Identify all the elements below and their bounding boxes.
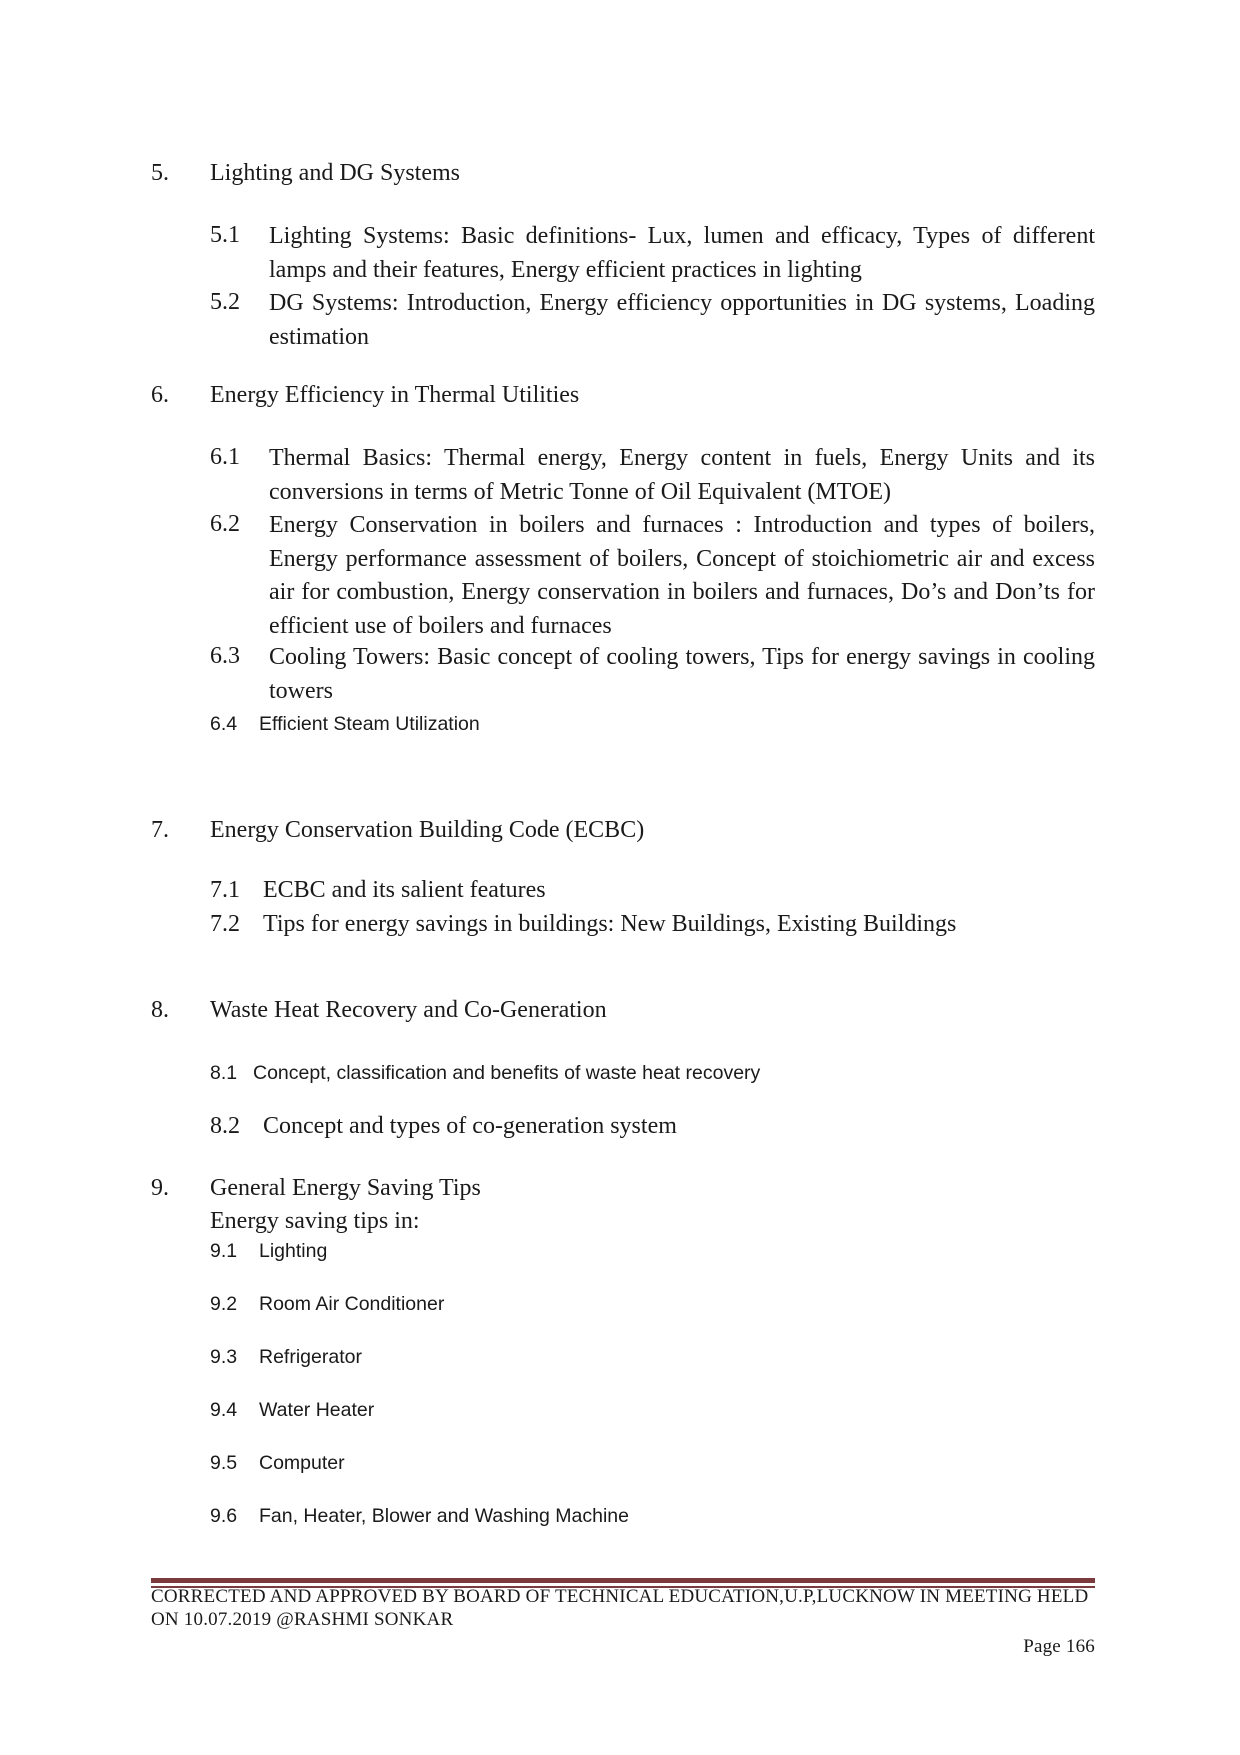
- section-title: Energy Efficiency in Thermal Utilities: [210, 382, 580, 408]
- item-number: 9.2: [210, 1293, 238, 1315]
- item-text: Thermal Basics: Thermal energy, Energy content in fuels, Energy Units and its conversions in terms of Metric Tonne of Oil Equivalent (MTOE): [269, 445, 1095, 505]
- section-title: Lighting and DG Systems: [210, 160, 460, 186]
- item-text: Room Air Conditioner: [259, 1293, 445, 1315]
- item-number: 9.3: [210, 1346, 238, 1368]
- section-title: Energy Conservation Building Code (ECBC): [210, 817, 645, 843]
- item-text: Computer: [259, 1452, 345, 1474]
- item-text: Lighting: [259, 1240, 328, 1262]
- item-number: 7.2: [210, 911, 240, 937]
- item-number: 6.4: [210, 713, 238, 735]
- item-text: Lighting Systems: Basic definitions- Lux, lumen and efficacy, Types of different lamps and their features, Energy efficient practices in lighting: [269, 223, 1095, 283]
- item-text: ECBC and its salient features: [263, 877, 546, 903]
- section-number: 6.: [151, 382, 169, 408]
- item-number: 8.2: [210, 1113, 240, 1139]
- item-number: 8.1: [210, 1062, 238, 1084]
- item-text: Cooling Towers: Basic concept of cooling towers, Tips for energy savings in cooling towers: [269, 644, 1095, 704]
- item-number: 9.1: [210, 1240, 238, 1262]
- item-text: Refrigerator: [259, 1346, 362, 1368]
- item-number: 5.1: [210, 222, 240, 248]
- item-number: 9.6: [210, 1505, 238, 1527]
- section-title: General Energy Saving Tips: [210, 1175, 481, 1201]
- item-text: Concept and types of co-generation system: [263, 1113, 677, 1139]
- section-number: 9.: [151, 1175, 169, 1201]
- item-number: 9.4: [210, 1399, 238, 1421]
- section-number: 8.: [151, 997, 169, 1023]
- item-number: 9.5: [210, 1452, 238, 1474]
- item-number: 7.1: [210, 877, 240, 903]
- item-number: 6.3: [210, 643, 240, 669]
- item-text: Fan, Heater, Blower and Washing Machine: [259, 1505, 629, 1527]
- footer-approval-line-1: CORRECTED AND APPROVED BY BOARD OF TECHNICAL EDUCATION,U.P,LUCKNOW IN MEETING HELD: [151, 1586, 1089, 1607]
- item-number: 6.2: [210, 511, 240, 537]
- page-number: Page 166: [1023, 1636, 1095, 1657]
- item-number: 5.2: [210, 289, 240, 315]
- item-text: DG Systems: Introduction, Energy efficiency opportunities in DG systems, Loading estimation: [269, 290, 1095, 350]
- footer-approval-line-2: ON 10.07.2019 @RASHMI SONKAR: [151, 1609, 454, 1630]
- item-text: Efficient Steam Utilization: [259, 713, 480, 735]
- item-number: 6.1: [210, 444, 240, 470]
- item-text: Energy Conservation in boilers and furnaces : Introduction and types of boilers, Energy performance assessment of boilers, Concept of stoichiometric air and excess air for combustion, Energy conservation in boilers and furnaces, Do’s and Don’ts for efficient use of boilers and furnaces: [269, 512, 1095, 639]
- item-text: Water Heater: [259, 1399, 375, 1421]
- section-number: 7.: [151, 817, 169, 843]
- section-number: 5.: [151, 160, 169, 186]
- section-title: Waste Heat Recovery and Co-Generation: [210, 997, 607, 1023]
- item-text: Concept, classification and benefits of waste heat recovery: [253, 1062, 761, 1084]
- footer-rule: [151, 1578, 1095, 1583]
- item-text: Tips for energy savings in buildings: New Buildings, Existing Buildings: [263, 911, 957, 937]
- section-intro: Energy saving tips in:: [210, 1208, 420, 1234]
